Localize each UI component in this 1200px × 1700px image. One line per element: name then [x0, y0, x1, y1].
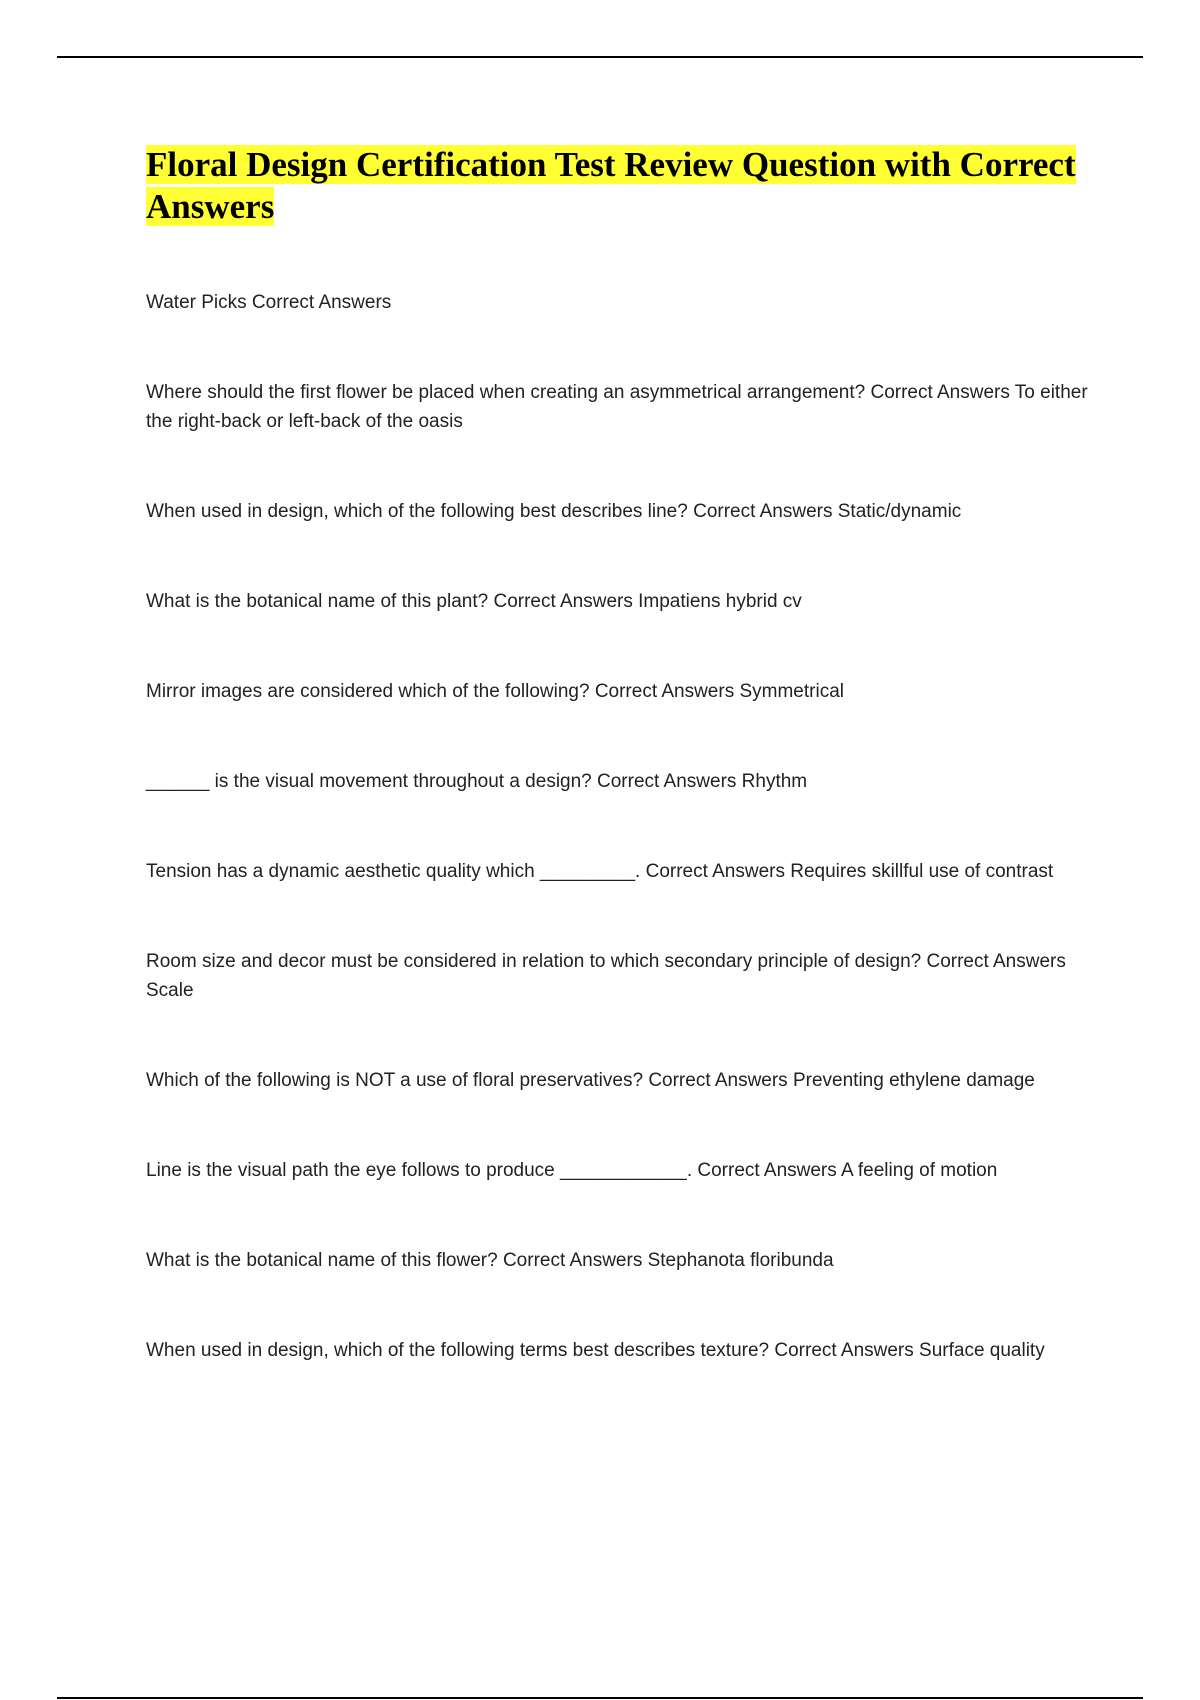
qa-item: Room size and decor must be considered in relation to which secondary principle of design? Correct Answers Scale	[146, 951, 1066, 1001]
qa-list	[146, 288, 1096, 1365]
footer-rule	[57, 1697, 1143, 1699]
qa-item: Mirror images are considered which of the following? Correct Answers Symmetrical	[146, 681, 844, 702]
qa-item: Line is the visual path the eye follows to produce ____________. Correct Answers A feeling of motion	[146, 1160, 998, 1181]
qa-item: Tension has a dynamic aesthetic quality which _________. Correct Answers Requires skillful use of contrast	[146, 861, 1054, 882]
document-body	[146, 144, 1096, 1426]
qa-item: Which of the following is NOT a use of floral preservatives? Correct Answers Preventing ethylene damage	[146, 1070, 1035, 1091]
document-title	[146, 144, 1096, 228]
qa-item: When used in design, which of the following best describes line? Correct Answers Static/dynamic	[146, 501, 962, 522]
header-rule	[57, 56, 1143, 58]
qa-item: ______ is the visual movement throughout a design? Correct Answers Rhythm	[146, 771, 808, 792]
qa-item: What is the botanical name of this flower? Correct Answers Stephanota floribunda	[146, 1250, 834, 1271]
qa-item: Where should the first flower be placed when creating an asymmetrical arrangement? Correct Answers To either the right-back or left-back of the oasis	[146, 382, 1088, 432]
title-highlight: Floral Design Certification Test Review Question with Correct Answers	[146, 145, 1076, 226]
qa-item: Water Picks Correct Answers	[146, 292, 392, 313]
qa-item: What is the botanical name of this plant? Correct Answers Impatiens hybrid cv	[146, 591, 802, 612]
qa-item: When used in design, which of the following terms best describes texture? Correct Answers Surface quality	[146, 1340, 1045, 1361]
